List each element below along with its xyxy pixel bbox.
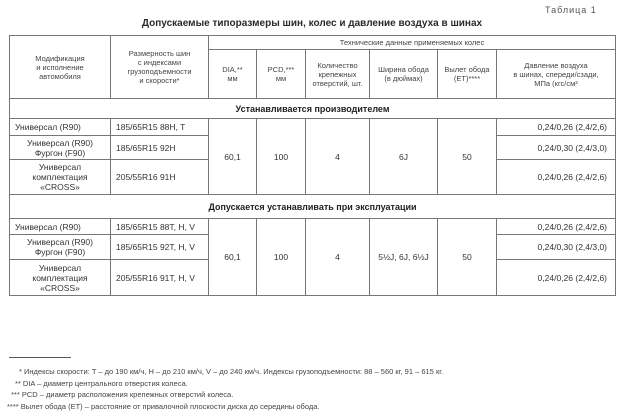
header-pressure: Давление воздуха в шинах, спереди/сзади, МПа (кгс/см² <box>497 50 616 99</box>
rim-width-cell: 5½J, 6J, 6½J <box>370 219 438 296</box>
page-title: Допускаемые типоразмеры шин, колес и давление воздуха в шинах <box>141 18 483 29</box>
offset-cell: 50 <box>438 219 497 296</box>
model-cell: Универсал (R90) Фургон (F90) <box>10 235 111 260</box>
tire-cell: 185/65R15 88T, H, V <box>111 219 209 235</box>
pressure-cell: 0,24/0,26 (2,4/2,6) <box>497 119 616 136</box>
header-wheel-group: Технические данные применяемых колес <box>209 36 616 50</box>
pressure-cell: 0,24/0,30 (2,4/3,0) <box>497 136 616 160</box>
tire-spec-table <box>9 35 616 296</box>
footnote-pcd: *** PCD – диаметр расположения крепежных отверстий колеса. <box>11 390 234 399</box>
pressure-cell: 0,24/0,30 (2,4/3,0) <box>497 235 616 260</box>
header-dia: DIA,** мм <box>209 50 257 99</box>
pcd-cell: 100 <box>257 219 306 296</box>
dia-cell: 60,1 <box>209 219 257 296</box>
model-cell: Универсал (R90) <box>10 119 111 136</box>
model-cell: Универсал комплектация «CROSS» <box>10 160 111 195</box>
footnote-divider <box>9 357 71 358</box>
section-title: Допускается устанавливать при эксплуатации <box>10 195 616 219</box>
offset-cell: 50 <box>438 119 497 195</box>
footnote-dia: ** DIA – диаметр центрального отверстия колеса. <box>15 379 188 388</box>
section-title: Устанавливается производителем <box>10 99 616 119</box>
model-cell: Универсал (R90) Фургон (F90) <box>10 136 111 160</box>
pressure-cell: 0,24/0,26 (2,4/2,6) <box>497 260 616 296</box>
tire-cell: 185/65R15 92T, H, V <box>111 235 209 260</box>
tire-cell: 205/55R16 91T, H, V <box>111 260 209 296</box>
header-offset: Вылет обода (ЕТ)**** <box>438 50 497 99</box>
dia-cell: 60,1 <box>209 119 257 195</box>
header-rim-width: Ширина обода (в дюймах) <box>370 50 438 99</box>
footnote-speed-index: * Индексы скорости: T – до 190 км/ч, H – до 210 км/ч, V – до 240 км/ч. Индексы грузоподъемности: 88 – 560 кг, 91 – 615 кг. <box>19 367 444 376</box>
model-cell: Универсал комплектация «CROSS» <box>10 260 111 296</box>
bolts-cell: 4 <box>306 119 370 195</box>
header-tire-size: Размерность шин с индексами грузоподъемности и скорости* <box>111 36 209 99</box>
model-cell: Универсал (R90) <box>10 219 111 235</box>
footnote-offset: **** Вылет обода (ЕТ) – расстояние от привалочной плоскости диска до середины обода. <box>7 402 320 411</box>
header-pcd: PCD,*** мм <box>257 50 306 99</box>
table-number-label: Таблица 1 <box>545 5 597 15</box>
tire-cell: 185/65R15 88H, T <box>111 119 209 136</box>
rim-width-cell: 6J <box>370 119 438 195</box>
header-bolts: Количество крепежных отверстий, шт. <box>306 50 370 99</box>
pcd-cell: 100 <box>257 119 306 195</box>
pressure-cell: 0,24/0,26 (2,4/2,6) <box>497 160 616 195</box>
tire-cell: 185/65R15 92H <box>111 136 209 160</box>
pressure-cell: 0,24/0,26 (2,4/2,6) <box>497 219 616 235</box>
tire-cell: 205/55R16 91H <box>111 160 209 195</box>
bolts-cell: 4 <box>306 219 370 296</box>
header-modification: Модификация и исполнение автомобиля <box>10 36 111 99</box>
